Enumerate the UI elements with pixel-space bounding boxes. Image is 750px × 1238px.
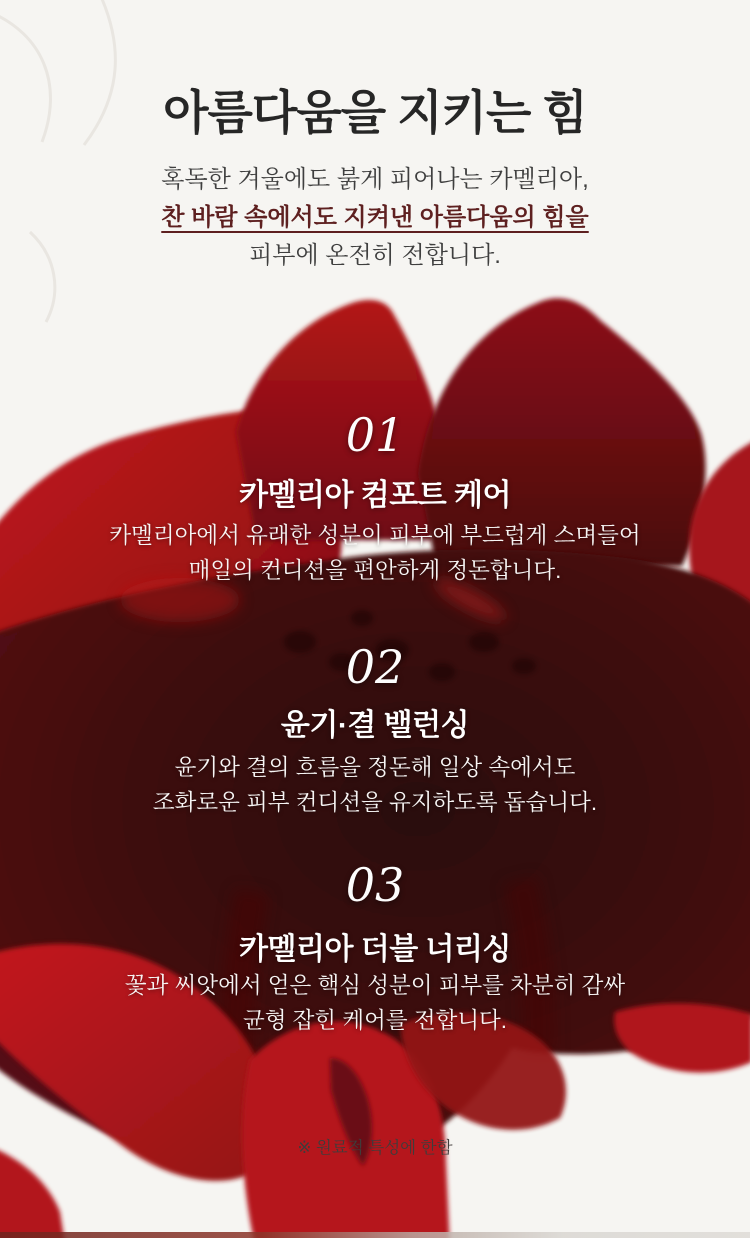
- intro-line-3: 피부에 온전히 전합니다.: [249, 242, 501, 269]
- section-3-body-line-1: 꽃과 씨앗에서 얻은 핵심 성분이 피부를 차분히 감싸: [124, 973, 626, 998]
- section-1-body: [0, 518, 750, 588]
- section-3-number: 03: [345, 858, 405, 912]
- section-3-body: [0, 968, 750, 1038]
- page-title: 아름다움을 지키는 힘: [163, 86, 587, 139]
- section-2-body-line-2: 조화로운 피부 컨디션을 유지하도록 돕습니다.: [152, 790, 598, 815]
- intro-line-accent: 찬 바람 속에서도 지켜낸 아름다움의 힘을: [161, 204, 589, 231]
- section-2-body: [0, 750, 750, 820]
- disclaimer-footnote: ※ 원료적 특성에 한함: [297, 1139, 453, 1157]
- section-1-number: 01: [345, 408, 405, 462]
- section-1-body-line-2: 매일의 컨디션을 편안하게 정돈합니다.: [188, 558, 562, 583]
- intro-paragraph: [0, 161, 750, 275]
- section-2-number: 02: [345, 640, 405, 694]
- section-3-body-line-2: 균형 잡힌 케어를 전합니다.: [242, 1008, 508, 1033]
- section-1-heading: 카멜리아 컴포트 케어: [239, 479, 511, 512]
- bottom-divider: [0, 1232, 750, 1238]
- section-3-heading: 카멜리아 더블 너리싱: [239, 933, 511, 966]
- section-2-heading: 윤기·결 밸런싱: [280, 709, 470, 742]
- section-2-body-line-1: 윤기와 결의 흐름을 정돈해 일상 속에서도: [174, 755, 576, 780]
- section-1-body-line-1: 카멜리아에서 유래한 성분이 피부에 부드럽게 스며들어: [109, 523, 641, 548]
- intro-line-1: 혹독한 겨울에도 붉게 피어나는 카멜리아,: [161, 166, 589, 193]
